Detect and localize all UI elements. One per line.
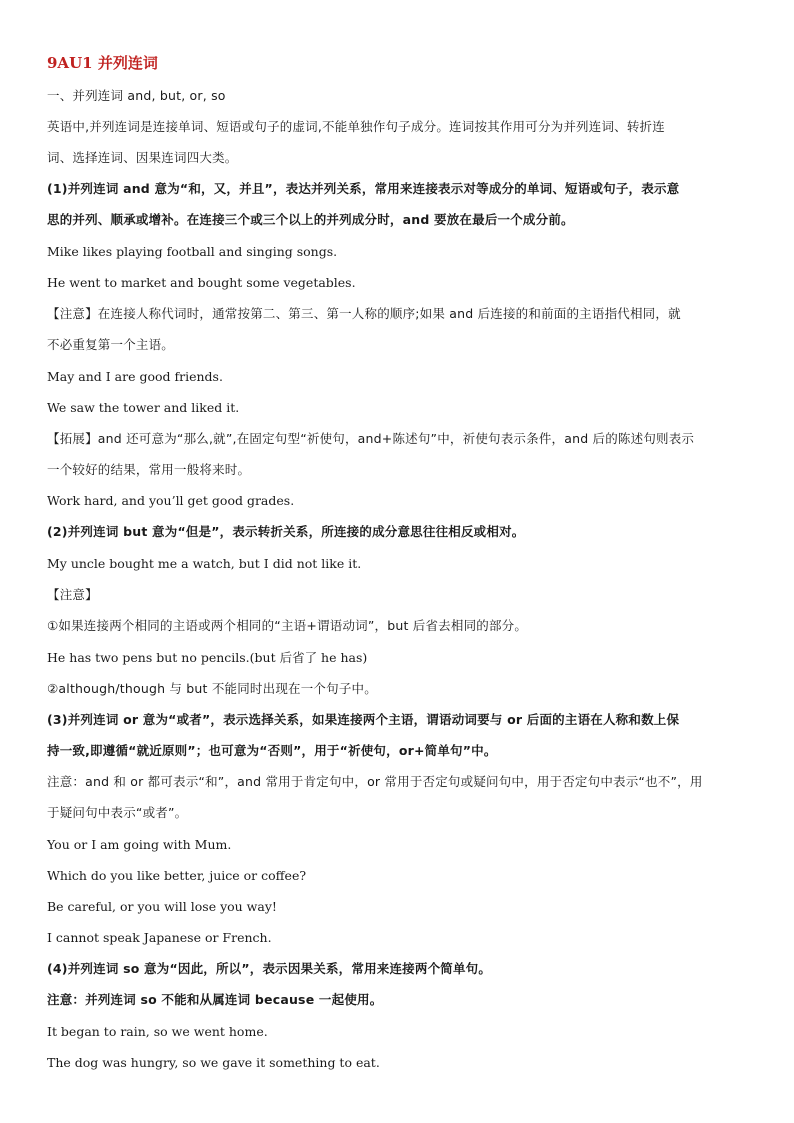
- example-sentence: My uncle bought me a watch, but I did not like it.: [47, 556, 362, 571]
- note-item: ①如果连接两个相同的主语或两个相同的“主语+谓语动词”，but 后省去相同的部分。: [47, 618, 528, 633]
- note-item: ②although/though 与 but 不能同时出现在一个句子中。: [47, 681, 377, 696]
- rule-heading-so: (4)并列连词 so 意为“因此，所以”，表示因果关系，常用来连接两个简单句。: [47, 961, 492, 976]
- paragraph-line: 词、选择连词、因果连词四大类。: [47, 150, 238, 165]
- rule-heading-or: (3)并列连词 or 意为“或者”，表示选择关系，如果连接两个主语，谓语动词要与 or 后面的主语在人称和数上保: [47, 712, 680, 727]
- note-so: 注意：并列连词 so 不能和从属连词 because 一起使用。: [47, 992, 383, 1007]
- rule-heading-and-cont: 思的并列、顺承或增补。在连接三个或三个以上的并列成分时，and 要放在最后一个成分前。: [47, 212, 574, 227]
- example-sentence: He went to market and bought some vegetables.: [47, 275, 356, 290]
- rule-heading-and: (1)并列连词 and 意为“和，又，并且”，表达并列关系，常用来连接表示对等成分的单词、短语或句子，表示意: [47, 181, 680, 196]
- rule-heading-but: (2)并列连词 but 意为“但是”，表示转折关系，所连接的成分意思往往相反或相对。: [47, 524, 525, 539]
- example-sentence: We saw the tower and liked it.: [47, 400, 240, 415]
- example-sentence: May and I are good friends.: [47, 369, 223, 384]
- example-sentence: He has two pens but no pencils.(but 后省了 he has): [47, 650, 368, 665]
- example-sentence: Work hard, and you’ll get good grades.: [47, 493, 295, 508]
- example-sentence: The dog was hungry, so we gave it something to eat.: [47, 1055, 380, 1070]
- note-paragraph: 不必重复第一个主语。: [47, 337, 175, 352]
- note-paragraph: 于疑问句中表示“或者”。: [47, 805, 188, 820]
- rule-heading-or-cont: 持一致,即遵循“就近原则”；也可意为“否则”，用于“祈使句，or+简单句”中。: [47, 743, 497, 758]
- note-paragraph: 注意：and 和 or 都可表示“和”，and 常用于肯定句中，or 常用于否定句或疑问句中，用于否定句中表示“也不”，用: [47, 774, 703, 789]
- example-sentence: I cannot speak Japanese or French.: [47, 930, 272, 945]
- example-sentence: You or I am going with Mum.: [47, 837, 232, 852]
- example-sentence: Which do you like better, juice or coffee?: [47, 868, 307, 883]
- page-title: 9AU1 并列连词: [47, 54, 158, 72]
- example-sentence: It began to rain, so we went home.: [47, 1024, 268, 1039]
- example-sentence: Be careful, or you will lose you way!: [47, 899, 277, 914]
- extension-paragraph: 【拓展】and 还可意为“那么,就”,在固定句型“祈使句，and+陈述句”中，祈使句表示条件，and 后的陈述句则表示: [47, 431, 695, 446]
- extension-paragraph: 一个较好的结果，常用一般将来时。: [47, 462, 251, 477]
- note-heading: 【注意】: [47, 587, 98, 602]
- section-heading: 一、并列连词 and, but, or, so: [47, 88, 226, 103]
- paragraph-line: 英语中,并列连词是连接单词、短语或句子的虚词,不能单独作句子成分。连词按其作用可分为并列连词、转折连: [47, 119, 665, 134]
- example-sentence: Mike likes playing football and singing songs.: [47, 244, 338, 259]
- note-paragraph: 【注意】在连接人称代词时，通常按第二、第三、第一人称的顺序;如果 and 后连接的和前面的主语指代相同，就: [47, 306, 681, 321]
